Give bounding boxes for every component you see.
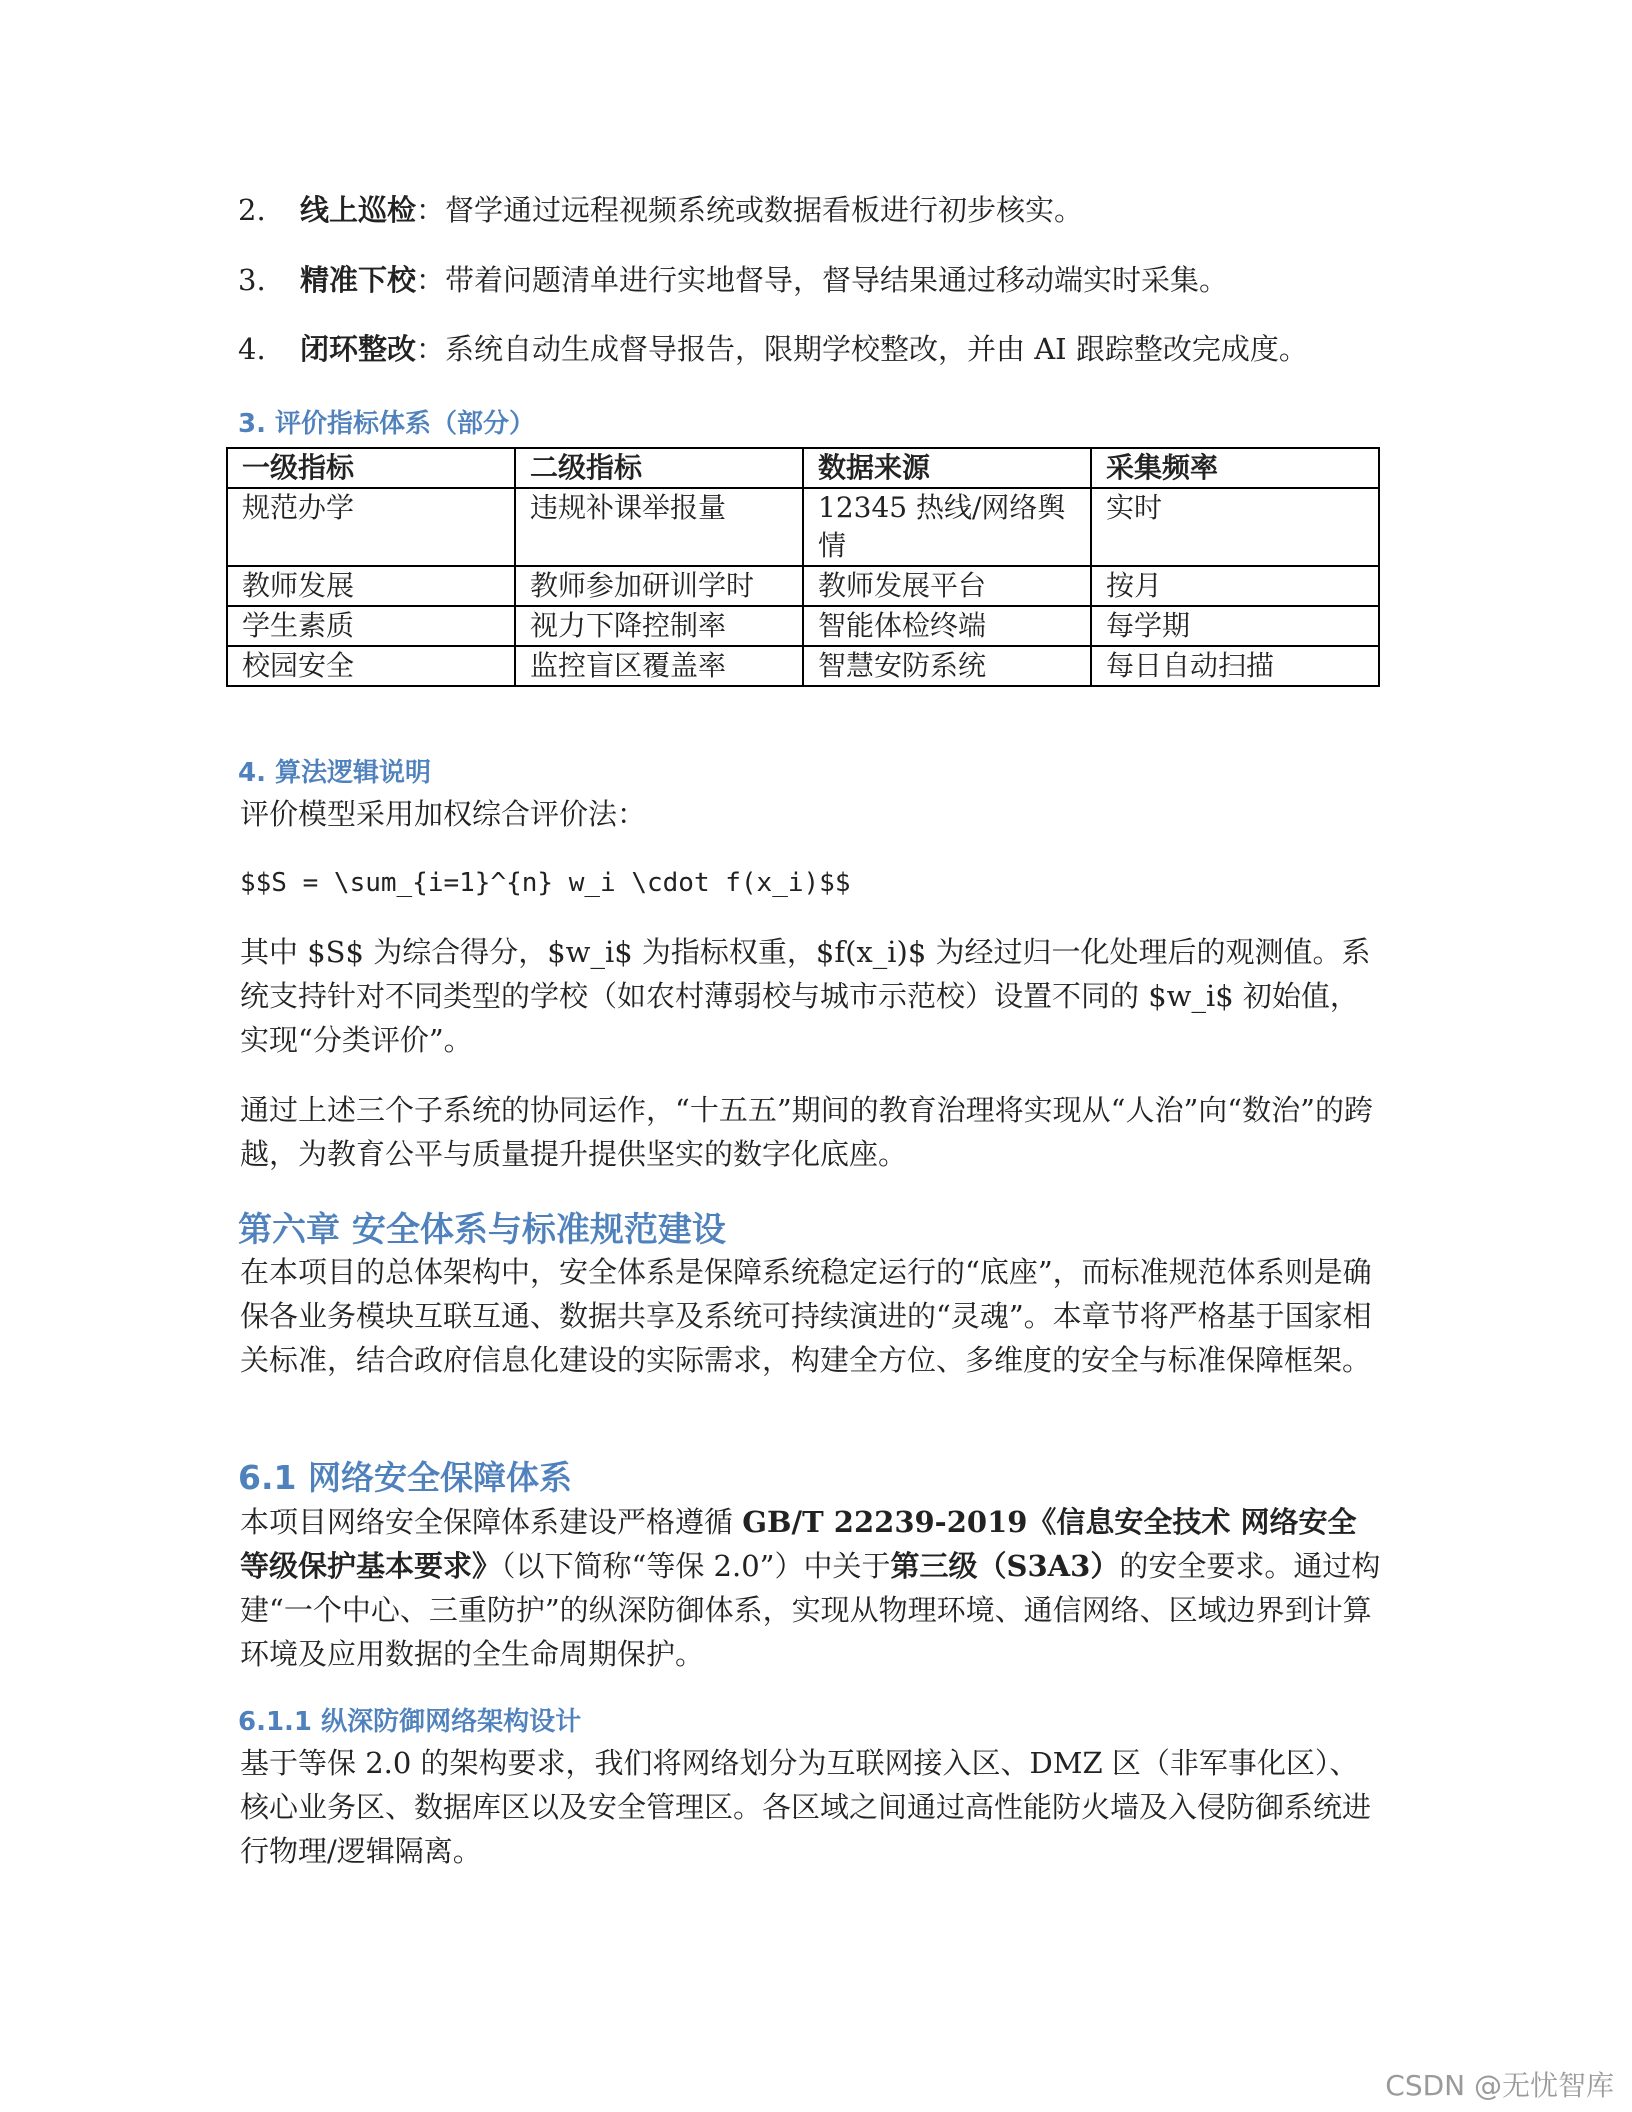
section-heading-defense-architecture: 6.1.1 纵深防御网络架构设计 <box>238 1707 582 1737</box>
step-title: 闭环整改 <box>300 332 417 366</box>
watermark: CSDN @无忧智库 <box>1385 2069 1614 2102</box>
table-cell: 12345 热线/网络舆情 <box>803 488 1091 566</box>
table-cell: 视力下降控制率 <box>515 606 803 646</box>
chapter-title: 第六章 安全体系与标准规范建设 <box>238 1210 726 1250</box>
table-cell: 按月 <box>1091 566 1379 606</box>
table-cell: 规范办学 <box>227 488 515 566</box>
table-header-row <box>227 448 1379 488</box>
table-cell: 监控盲区覆盖率 <box>515 646 803 686</box>
metrics-table <box>226 447 1380 687</box>
section-heading-evaluation-metrics: 3. 评价指标体系（部分） <box>238 409 536 439</box>
network-security-paragraph <box>240 1500 1385 1676</box>
table-row <box>227 488 1379 566</box>
list-number: 2. <box>238 193 266 227</box>
list-number: 4. <box>238 332 266 366</box>
formula-explanation: 其中 $S$ 为综合得分，$w_i$ 为指标权重，$f(x_i)$ 为经过归一化处理后的观测值。系统支持针对不同类型的学校（如农村薄弱校与城市示范校）设置不同的 $w_i$ 初始值，实现“分类评价”。 <box>240 935 1371 1057</box>
step-text: ：系统自动生成督导报告，限期学校整改，并由 AI 跟踪整改完成度。 <box>416 332 1308 366</box>
table-cell: 违规补课举报量 <box>515 488 803 566</box>
table-row <box>227 646 1379 686</box>
step-title: 线上巡检 <box>300 193 417 227</box>
table-cell: 智慧安防系统 <box>803 646 1091 686</box>
step-title: 精准下校 <box>300 263 417 297</box>
column-header: 一级指标 <box>227 448 515 488</box>
summary-paragraph: 通过上述三个子系统的协同运作，“十五五”期间的教育治理将实现从“人治”向“数治”的跨越，为教育公平与质量提升提供坚实的数字化底座。 <box>240 1093 1373 1171</box>
list-item-step-3 <box>238 260 1228 300</box>
section-heading-network-security: 6.1 网络安全保障体系 <box>238 1458 572 1497</box>
table-cell: 每学期 <box>1091 606 1379 646</box>
list-number: 3. <box>238 263 266 297</box>
chapter-intro: 在本项目的总体架构中，安全体系是保障系统稳定运行的“底座”，而标准规范体系则是确保各业务模块互联互通、数据共享及系统可持续演进的“灵魂”。本章节将严格基于国家相关标准，结合政府信息化建设的实际需求，构建全方位、多维度的安全与标准保障框架。 <box>240 1255 1372 1377</box>
table-cell: 学生素质 <box>227 606 515 646</box>
table-cell: 智能体检终端 <box>803 606 1091 646</box>
column-header: 采集频率 <box>1091 448 1379 488</box>
table-row <box>227 566 1379 606</box>
table-row <box>227 606 1379 646</box>
text-run: （以下简称“等保 2.0”）中关于 <box>501 1549 891 1583</box>
list-item-step-2 <box>238 190 1083 230</box>
column-header: 二级指标 <box>515 448 803 488</box>
formula: $$S = \sum_{i=1}^{n} w_i \cdot f(x_i)$$ <box>240 868 851 898</box>
text-run: 的安全要求。通过构建“一个中心、三重防护”的纵深防御体系，实现从物理环境、通信网络、区域边界到计算环境及应用数据的全生命周期保护。 <box>240 1549 1381 1671</box>
column-header: 数据来源 <box>803 448 1091 488</box>
table-cell: 教师参加研训学时 <box>515 566 803 606</box>
step-text: ：带着问题清单进行实地督导，督导结果通过移动端实时采集。 <box>416 263 1229 297</box>
security-level: 第三级（S3A3） <box>890 1549 1120 1583</box>
text-run: 本项目网络安全保障体系建设严格遵循 <box>240 1505 743 1539</box>
step-text: ：督学通过远程视频系统或数据看板进行初步核实。 <box>416 193 1084 227</box>
standard-reference: GB/T 22239-2019《信息安全技术 网络安全等级保护基本要求》 <box>240 1505 1357 1583</box>
algorithm-intro: 评价模型采用加权综合评价法： <box>240 797 647 831</box>
table-cell: 校园安全 <box>227 646 515 686</box>
table-cell: 每日自动扫描 <box>1091 646 1379 686</box>
section-heading-algorithm: 4. 算法逻辑说明 <box>238 758 432 788</box>
defense-architecture-paragraph: 基于等保 2.0 的架构要求，我们将网络划分为互联网接入区、DMZ 区（非军事化区）、核心业务区、数据库区以及安全管理区。各区域之间通过高性能防火墙及入侵防御系统进行物理/逻辑隔离。 <box>240 1746 1372 1868</box>
table-cell: 实时 <box>1091 488 1379 566</box>
table-cell: 教师发展 <box>227 566 515 606</box>
list-item-step-4 <box>238 329 1308 369</box>
table-cell: 教师发展平台 <box>803 566 1091 606</box>
